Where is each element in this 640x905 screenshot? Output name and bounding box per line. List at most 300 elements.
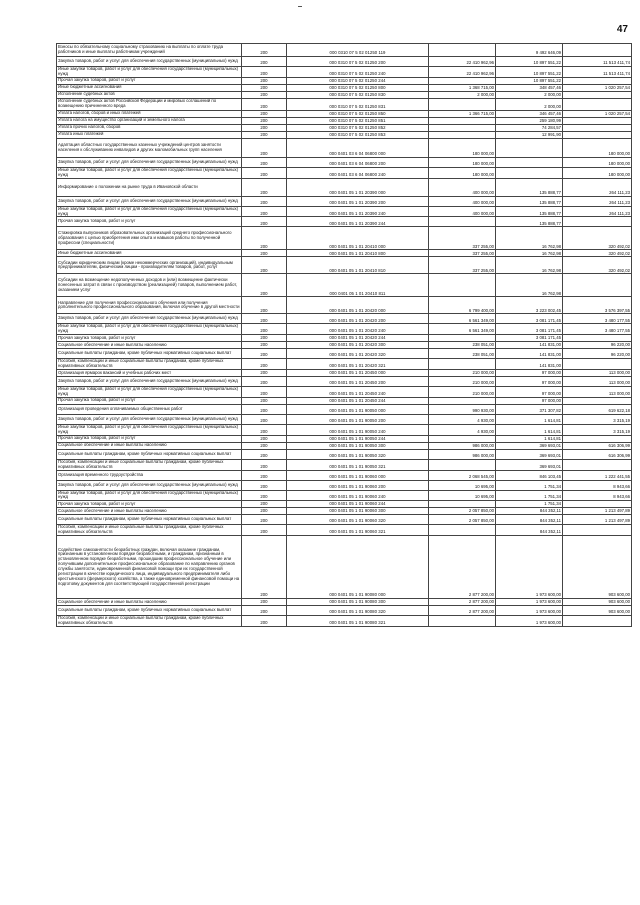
row-done-cell: 74 284,57: [496, 124, 563, 131]
row-done-cell: 10 897 551,22: [496, 77, 563, 84]
row-plan-cell: [429, 131, 496, 138]
table-row: [57, 274, 632, 297]
row-kbk-cell: 000 0401 05 1 01 20420 320: [287, 349, 429, 359]
row-kbk-cell: 000 0401 05 1 01 20450 200: [287, 377, 429, 387]
row-plan-cell: 2 877 200,00: [429, 606, 496, 616]
row-done-cell: 846 103,45: [496, 470, 563, 480]
table-row: [57, 196, 632, 206]
table-row: [57, 424, 632, 435]
table-row: [57, 91, 632, 98]
budget-execution-table: [56, 43, 632, 627]
row-code-cell: 200: [242, 314, 287, 324]
row-plan-cell: 990 930,00: [429, 404, 496, 414]
table-row: [57, 435, 632, 442]
row-done-cell: 2 000,00: [496, 91, 563, 98]
row-plan-cell: 6 799 400,00: [429, 297, 496, 314]
table-row: [57, 44, 632, 57]
row-rest-cell: [563, 44, 632, 57]
row-rest-cell: [563, 117, 632, 124]
row-done-cell: 97 000,00: [496, 370, 563, 377]
row-kbk-cell: 000 0401 05 1 01 90050 244: [287, 435, 429, 442]
table-row: [57, 138, 632, 157]
row-plan-cell: 6 561 349,00: [429, 314, 496, 324]
table-row: [57, 349, 632, 359]
row-code-cell: 200: [242, 480, 287, 490]
row-code-cell: 200: [242, 67, 287, 78]
table-row: [57, 515, 632, 525]
row-kbk-cell: 000 0401 05 1 01 90050 300: [287, 442, 429, 449]
table-row: [57, 599, 632, 606]
row-code-cell: 200: [242, 501, 287, 508]
row-code-cell: 200: [242, 424, 287, 435]
table-row: [57, 387, 632, 398]
row-code-cell: 200: [242, 84, 287, 91]
table-row: [57, 98, 632, 110]
row-name-cell: Стажировка выпускников образовательных организаций среднего профессионального образования с целью приобретения ими опыта и навыков работы по полученной профессии (специальности): [57, 227, 242, 250]
row-rest-cell: 903 600,00: [563, 599, 632, 606]
row-name-cell: Иные закупки товаров, работ и услуг для обеспечения государственных (муниципальных) нужд: [57, 324, 242, 335]
row-code-cell: 200: [242, 616, 287, 627]
row-name-cell: Информирование о положении на рынке труда в Ивановской области: [57, 178, 242, 196]
row-rest-cell: 320 492,02: [563, 257, 632, 274]
row-plan-cell: 10 695,00: [429, 490, 496, 501]
row-kbk-cell: 000 0310 07 5 02 01250 830: [287, 91, 429, 98]
table-row: [57, 206, 632, 217]
row-kbk-cell: 000 0401 05 1 01 90080 321: [287, 616, 429, 627]
row-name-cell: Социальное обеспечение и иные выплаты населению: [57, 442, 242, 449]
row-name-cell: Иные бюджетные ассигнования: [57, 250, 242, 257]
row-done-cell: 135 888,77: [496, 178, 563, 196]
row-code-cell: 200: [242, 359, 287, 370]
table-row: [57, 370, 632, 377]
row-done-cell: 1 973 600,00: [496, 536, 563, 599]
row-name-cell: Субсидии на возмещение недополученных доходов и (или) возмещение фактически понесенных затрат в связи с производством (реализацией) товаров, выполнением работ, оказанием услуг: [57, 274, 242, 297]
row-kbk-cell: 000 0401 05 1 01 90050 240: [287, 424, 429, 435]
row-rest-cell: 113 000,00: [563, 387, 632, 398]
row-plan-cell: 4 930,00: [429, 424, 496, 435]
row-done-cell: 1 973 600,00: [496, 616, 563, 627]
row-name-cell: Прочая закупка товаров, работ и услуг: [57, 335, 242, 342]
row-kbk-cell: 000 0401 05 1 01 20410 811: [287, 274, 429, 297]
row-kbk-cell: 000 0310 07 5 02 01250 852: [287, 124, 429, 131]
row-done-cell: [496, 157, 563, 167]
table-row: [57, 131, 632, 138]
row-name-cell: Субсидии юридическим лицам (кроме некоммерческих организаций), индивидуальным предпринимателям, физическим лицам - производителям товаров, работ, услуг: [57, 257, 242, 274]
row-done-cell: 97 000,00: [496, 397, 563, 404]
row-code-cell: 200: [242, 459, 287, 470]
row-name-cell: Пособия, компенсации и иные социальные выплаты гражданам, кроме публичных нормативных обязательств: [57, 616, 242, 627]
row-plan-cell: 986 000,00: [429, 449, 496, 459]
table-row: [57, 110, 632, 117]
row-kbk-cell: 000 0310 07 5 02 01250 853: [287, 131, 429, 138]
row-done-cell: 844 352,11: [496, 515, 563, 525]
row-plan-cell: 6 561 349,00: [429, 324, 496, 335]
table-row: [57, 217, 632, 227]
row-code-cell: 200: [242, 508, 287, 515]
table-row: [57, 377, 632, 387]
row-code-cell: 200: [242, 297, 287, 314]
table-row: [57, 490, 632, 501]
row-rest-cell: [563, 124, 632, 131]
row-name-cell: Направление для получения профессионального обучения или получения дополнительного профессионального образования, включая обучение в другой местности: [57, 297, 242, 314]
row-done-cell: 10 897 551,22: [496, 67, 563, 78]
row-rest-cell: 180 000,00: [563, 138, 632, 157]
row-code-cell: 200: [242, 349, 287, 359]
row-code-cell: 200: [242, 606, 287, 616]
table-row: [57, 404, 632, 414]
row-code-cell: 200: [242, 138, 287, 157]
row-kbk-cell: 000 0310 07 5 02 01250 240: [287, 67, 429, 78]
row-rest-cell: [563, 131, 632, 138]
row-code-cell: 200: [242, 449, 287, 459]
row-plan-cell: [429, 501, 496, 508]
row-kbk-cell: 000 0401 05 1 01 90060 240: [287, 490, 429, 501]
row-code-cell: 200: [242, 324, 287, 335]
row-plan-cell: [429, 359, 496, 370]
row-name-cell: Иные закупки товаров, работ и услуг для обеспечения государственных (муниципальных) нужд: [57, 167, 242, 178]
row-kbk-cell: 000 0401 03 6 04 06800 240: [287, 167, 429, 178]
row-done-cell: 1 751,34: [496, 501, 563, 508]
row-done-cell: 135 888,77: [496, 196, 563, 206]
table-row: [57, 470, 632, 480]
row-code-cell: 200: [242, 44, 287, 57]
row-rest-cell: 903 600,00: [563, 606, 632, 616]
row-code-cell: 200: [242, 397, 287, 404]
table-row: [57, 501, 632, 508]
row-name-cell: Организация проведения оплачиваемых общественных работ: [57, 404, 242, 414]
row-rest-cell: 1 213 497,89: [563, 508, 632, 515]
row-kbk-cell: 000 0310 07 5 02 01250 244: [287, 77, 429, 84]
row-name-cell: Социальное обеспечение и иные выплаты населению: [57, 599, 242, 606]
row-kbk-cell: 000 0401 05 1 01 20420 300: [287, 342, 429, 349]
row-code-cell: 200: [242, 404, 287, 414]
row-code-cell: 200: [242, 167, 287, 178]
row-plan-cell: 180 000,00: [429, 138, 496, 157]
row-done-cell: 1 973 600,00: [496, 606, 563, 616]
row-done-cell: 141 831,00: [496, 349, 563, 359]
table-row: [57, 57, 632, 67]
row-plan-cell: 337 255,00: [429, 257, 496, 274]
row-kbk-cell: 000 0401 05 1 01 90060 321: [287, 525, 429, 536]
row-code-cell: 200: [242, 206, 287, 217]
row-plan-cell: 4 930,00: [429, 414, 496, 424]
row-rest-cell: 180 000,00: [563, 157, 632, 167]
row-plan-cell: 2 877 200,00: [429, 599, 496, 606]
table-row: [57, 227, 632, 250]
row-kbk-cell: 000 0310 07 5 02 01250 200: [287, 57, 429, 67]
row-plan-cell: 400 000,00: [429, 178, 496, 196]
row-code-cell: 200: [242, 525, 287, 536]
table-row: [57, 297, 632, 314]
table-body: [57, 44, 632, 627]
table-row: [57, 257, 632, 274]
row-code-cell: 200: [242, 110, 287, 117]
row-done-cell: 1 614,81: [496, 424, 563, 435]
row-rest-cell: [563, 397, 632, 404]
row-rest-cell: 320 492,02: [563, 227, 632, 250]
page-number: 47: [616, 24, 628, 35]
row-plan-cell: 180 000,00: [429, 167, 496, 178]
row-kbk-cell: 000 0401 05 1 01 20410 810: [287, 257, 429, 274]
table-row: [57, 449, 632, 459]
row-rest-cell: [563, 359, 632, 370]
row-kbk-cell: 000 0401 05 1 01 90080 320: [287, 606, 429, 616]
table-row: [57, 67, 632, 78]
row-plan-cell: [429, 274, 496, 297]
row-rest-cell: 903 600,00: [563, 536, 632, 599]
row-name-cell: Закупка товаров, работ и услуг для обеспечения государственных (муниципальных) нужд: [57, 196, 242, 206]
row-name-cell: Уплата иных платежей: [57, 131, 242, 138]
row-code-cell: 200: [242, 157, 287, 167]
table-row: [57, 525, 632, 536]
row-name-cell: Прочая закупка товаров, работ и услуг: [57, 501, 242, 508]
row-plan-cell: 337 255,00: [429, 250, 496, 257]
row-kbk-cell: 000 0401 05 1 01 90050 000: [287, 404, 429, 414]
row-name-cell: Социальное обеспечение и иные выплаты населению: [57, 342, 242, 349]
row-kbk-cell: 000 0401 05 1 01 20420 200: [287, 314, 429, 324]
row-plan-cell: [429, 124, 496, 131]
row-kbk-cell: 000 0401 03 6 04 06800 200: [287, 157, 429, 167]
row-done-cell: 369 693,01: [496, 459, 563, 470]
row-rest-cell: 1 213 497,89: [563, 515, 632, 525]
row-name-cell: Организация ярмарок вакансий и учебных рабочих мест: [57, 370, 242, 377]
row-code-cell: 200: [242, 117, 287, 124]
row-code-cell: 200: [242, 131, 287, 138]
row-kbk-cell: 000 0310 07 5 02 01250 850: [287, 110, 429, 117]
row-rest-cell: 320 492,02: [563, 250, 632, 257]
row-done-cell: [496, 138, 563, 157]
row-rest-cell: 1 222 441,55: [563, 470, 632, 480]
row-name-cell: Исполнение судебных актов Российской Федерации и мировых соглашений по возмещению причиненного вреда: [57, 98, 242, 110]
row-kbk-cell: 000 0401 05 1 01 90050 320: [287, 449, 429, 459]
row-kbk-cell: 000 0401 05 1 01 90060 300: [287, 508, 429, 515]
row-plan-cell: 22 410 962,96: [429, 67, 496, 78]
row-kbk-cell: 000 0401 05 1 01 90060 200: [287, 480, 429, 490]
row-name-cell: Иные бюджетные ассигнования: [57, 84, 242, 91]
row-name-cell: Закупка товаров, работ и услуг для обеспечения государственных (муниципальных) нужд: [57, 414, 242, 424]
row-rest-cell: 264 111,23: [563, 178, 632, 196]
row-plan-cell: 2 877 200,00: [429, 536, 496, 599]
row-kbk-cell: 000 0401 05 1 01 90060 320: [287, 515, 429, 525]
row-plan-cell: 1 368 715,00: [429, 84, 496, 91]
row-done-cell: 97 000,00: [496, 387, 563, 398]
row-rest-cell: 8 943,66: [563, 490, 632, 501]
row-done-cell: 97 000,00: [496, 377, 563, 387]
table-row: [57, 397, 632, 404]
row-code-cell: 200: [242, 77, 287, 84]
row-code-cell: 200: [242, 536, 287, 599]
table-row: [57, 335, 632, 342]
row-plan-cell: 2 057 850,00: [429, 508, 496, 515]
row-done-cell: [496, 167, 563, 178]
table-row: [57, 606, 632, 616]
row-rest-cell: 180 000,00: [563, 167, 632, 178]
table-row: [57, 117, 632, 124]
row-plan-cell: 210 000,00: [429, 387, 496, 398]
row-rest-cell: 264 111,23: [563, 206, 632, 217]
row-rest-cell: [563, 616, 632, 627]
row-name-cell: Уплата налога на имущество организаций и земельного налога: [57, 117, 242, 124]
row-done-cell: 2 000,00: [496, 98, 563, 110]
row-name-cell: Закупка товаров, работ и услуг для обеспечения государственных (муниципальных) нужд: [57, 480, 242, 490]
row-rest-cell: [563, 91, 632, 98]
row-plan-cell: [429, 217, 496, 227]
row-done-cell: 844 352,11: [496, 525, 563, 536]
row-done-cell: 346 457,46: [496, 110, 563, 117]
row-name-cell: Адаптация областных государственных казенных учреждений центров занятости населения к обслуживанию инвалидов и других маломобильных групп населения: [57, 138, 242, 157]
row-name-cell: Закупка товаров, работ и услуг для обеспечения государственных (муниципальных) нужд: [57, 157, 242, 167]
row-name-cell: Иные закупки товаров, работ и услуг для обеспечения государственных (муниципальных) нужд: [57, 67, 242, 78]
row-kbk-cell: 000 0401 05 1 01 20420 321: [287, 359, 429, 370]
table-row: [57, 250, 632, 257]
row-name-cell: Прочая закупка товаров, работ и услуг: [57, 77, 242, 84]
row-kbk-cell: 000 0401 05 1 01 20420 000: [287, 297, 429, 314]
row-code-cell: 200: [242, 335, 287, 342]
row-name-cell: Исполнение судебных актов: [57, 91, 242, 98]
row-code-cell: 200: [242, 57, 287, 67]
table-row: [57, 314, 632, 324]
row-rest-cell: 3 576 397,55: [563, 297, 632, 314]
row-plan-cell: [429, 117, 496, 124]
row-rest-cell: 96 220,00: [563, 349, 632, 359]
row-rest-cell: 1 020 257,54: [563, 84, 632, 91]
table-row: [57, 442, 632, 449]
row-kbk-cell: 000 0401 05 1 01 90050 321: [287, 459, 429, 470]
row-done-cell: 16 762,98: [496, 250, 563, 257]
row-rest-cell: 113 000,00: [563, 377, 632, 387]
row-rest-cell: 96 220,00: [563, 342, 632, 349]
row-code-cell: 200: [242, 274, 287, 297]
row-rest-cell: 3 315,19: [563, 424, 632, 435]
row-rest-cell: [563, 77, 632, 84]
row-plan-cell: [429, 44, 496, 57]
row-name-cell: Уплата прочих налогов, сборов: [57, 124, 242, 131]
row-code-cell: 200: [242, 196, 287, 206]
row-done-cell: 16 762,98: [496, 227, 563, 250]
row-rest-cell: 264 111,23: [563, 196, 632, 206]
table-row: [57, 178, 632, 196]
row-plan-cell: 2 057 850,00: [429, 515, 496, 525]
row-plan-cell: 210 000,00: [429, 370, 496, 377]
row-code-cell: 200: [242, 599, 287, 606]
row-rest-cell: [563, 501, 632, 508]
row-rest-cell: 113 000,00: [563, 370, 632, 377]
row-rest-cell: 616 306,99: [563, 442, 632, 449]
row-kbk-cell: 000 0401 05 1 01 20390 000: [287, 178, 429, 196]
row-rest-cell: 11 513 411,74: [563, 67, 632, 78]
row-code-cell: 200: [242, 387, 287, 398]
table-row: [57, 616, 632, 627]
row-plan-cell: 400 000,00: [429, 206, 496, 217]
row-done-cell: 371 307,82: [496, 404, 563, 414]
table-row: [57, 167, 632, 178]
row-done-cell: 9 492 646,09: [496, 44, 563, 57]
row-kbk-cell: 000 0401 05 1 01 20450 000: [287, 370, 429, 377]
row-kbk-cell: 000 0401 05 1 01 90060 000: [287, 470, 429, 480]
row-name-cell: Пособия, компенсации и иные социальные выплаты гражданам, кроме публичных нормативных обязательств: [57, 359, 242, 370]
row-plan-cell: [429, 525, 496, 536]
row-kbk-cell: 000 0401 05 1 01 90080 000: [287, 536, 429, 599]
row-done-cell: 259 180,99: [496, 117, 563, 124]
row-rest-cell: [563, 525, 632, 536]
row-name-cell: Закупка товаров, работ и услуг для обеспечения государственных (муниципальных) нужд: [57, 314, 242, 324]
row-code-cell: 200: [242, 124, 287, 131]
row-done-cell: 12 991,90: [496, 131, 563, 138]
row-code-cell: 200: [242, 435, 287, 442]
row-plan-cell: [429, 98, 496, 110]
row-name-cell: Прочая закупка товаров, работ и услуг: [57, 217, 242, 227]
row-rest-cell: [563, 459, 632, 470]
row-done-cell: 369 693,01: [496, 442, 563, 449]
row-code-cell: 200: [242, 257, 287, 274]
row-plan-cell: 10 695,00: [429, 480, 496, 490]
row-done-cell: 369 693,01: [496, 449, 563, 459]
row-kbk-cell: 000 0401 05 1 01 90060 244: [287, 501, 429, 508]
row-done-cell: 16 762,98: [496, 257, 563, 274]
row-done-cell: 3 081 171,45: [496, 335, 563, 342]
table-row: [57, 324, 632, 335]
row-code-cell: 200: [242, 377, 287, 387]
table-row: [57, 124, 632, 131]
row-kbk-cell: 000 0310 07 5 02 01250 831: [287, 98, 429, 110]
row-rest-cell: [563, 435, 632, 442]
row-kbk-cell: 000 0401 05 1 01 20450 240: [287, 387, 429, 398]
row-name-cell: Социальные выплаты гражданам, кроме публичных нормативных социальных выплат: [57, 606, 242, 616]
table-row: [57, 342, 632, 349]
row-code-cell: 200: [242, 342, 287, 349]
row-kbk-cell: 000 0401 05 1 01 20420 240: [287, 324, 429, 335]
row-done-cell: 3 223 002,45: [496, 297, 563, 314]
row-name-cell: Социальные выплаты гражданам, кроме публичных нормативных социальных выплат: [57, 449, 242, 459]
row-name-cell: Иные закупки товаров, работ и услуг для обеспечения государственных (муниципальных) нужд: [57, 206, 242, 217]
row-name-cell: Содействие самозанятости безработных граждан, включая оказание гражданам, признанным в установленном порядке безработными, и гражданам, признанным в установленном порядке безработными, прошедшим профессиональное обучение или получившим дополнительное профессиональное образование по направлению органов службы занятости, единовременной финансовой помощи при их государственной регистрации в качестве юридического лица, индивидуального предпринимателя либо крестьянского (фермерского) хозяйства, а также единовременной финансовой помощи на подготовку документов для соответствующей государственной регистрации: [57, 536, 242, 599]
row-name-cell: Иные закупки товаров, работ и услуг для обеспечения государственных (муниципальных) нужд: [57, 424, 242, 435]
row-plan-cell: 2 000,00: [429, 91, 496, 98]
row-kbk-cell: 000 0401 05 1 01 20410 000: [287, 227, 429, 250]
row-kbk-cell: 000 0310 07 5 02 01250 119: [287, 44, 429, 57]
top-dash-mark: [298, 6, 302, 7]
row-name-cell: Иные закупки товаров, работ и услуг для обеспечения государственных (муниципальных) нужд: [57, 490, 242, 501]
row-name-cell: Взносы по обязательному социальному страхованию на выплаты по оплате труда работников и иные выплаты работникам учреждений: [57, 44, 242, 57]
row-done-cell: 1 614,81: [496, 414, 563, 424]
row-kbk-cell: 000 0401 05 1 01 90080 300: [287, 599, 429, 606]
row-name-cell: Прочая закупка товаров, работ и услуг: [57, 397, 242, 404]
row-kbk-cell: 000 0401 05 1 01 20450 244: [287, 397, 429, 404]
row-plan-cell: 180 000,00: [429, 157, 496, 167]
row-name-cell: Закупка товаров, работ и услуг для обеспечения государственных (муниципальных) нужд: [57, 57, 242, 67]
row-name-cell: Иные закупки товаров, работ и услуг для обеспечения государственных (муниципальных) нужд: [57, 387, 242, 398]
row-rest-cell: [563, 335, 632, 342]
row-code-cell: 200: [242, 250, 287, 257]
row-name-cell: Прочая закупка товаров, работ и услуг: [57, 435, 242, 442]
row-plan-cell: 1 366 715,00: [429, 110, 496, 117]
table-row: [57, 536, 632, 599]
row-done-cell: 3 081 171,45: [496, 324, 563, 335]
row-name-cell: Закупка товаров, работ и услуг для обеспечения государственных (муниципальных) нужд: [57, 377, 242, 387]
row-done-cell: 1 751,34: [496, 490, 563, 501]
row-done-cell: 16 762,98: [496, 274, 563, 297]
table-row: [57, 480, 632, 490]
row-name-cell: Организация временного трудоустройства: [57, 470, 242, 480]
row-rest-cell: 1 020 257,54: [563, 110, 632, 117]
row-plan-cell: 22 410 962,96: [429, 57, 496, 67]
row-rest-cell: [563, 98, 632, 110]
row-code-cell: 200: [242, 370, 287, 377]
table-row: [57, 77, 632, 84]
table-row: [57, 459, 632, 470]
row-code-cell: 200: [242, 442, 287, 449]
row-code-cell: 200: [242, 227, 287, 250]
